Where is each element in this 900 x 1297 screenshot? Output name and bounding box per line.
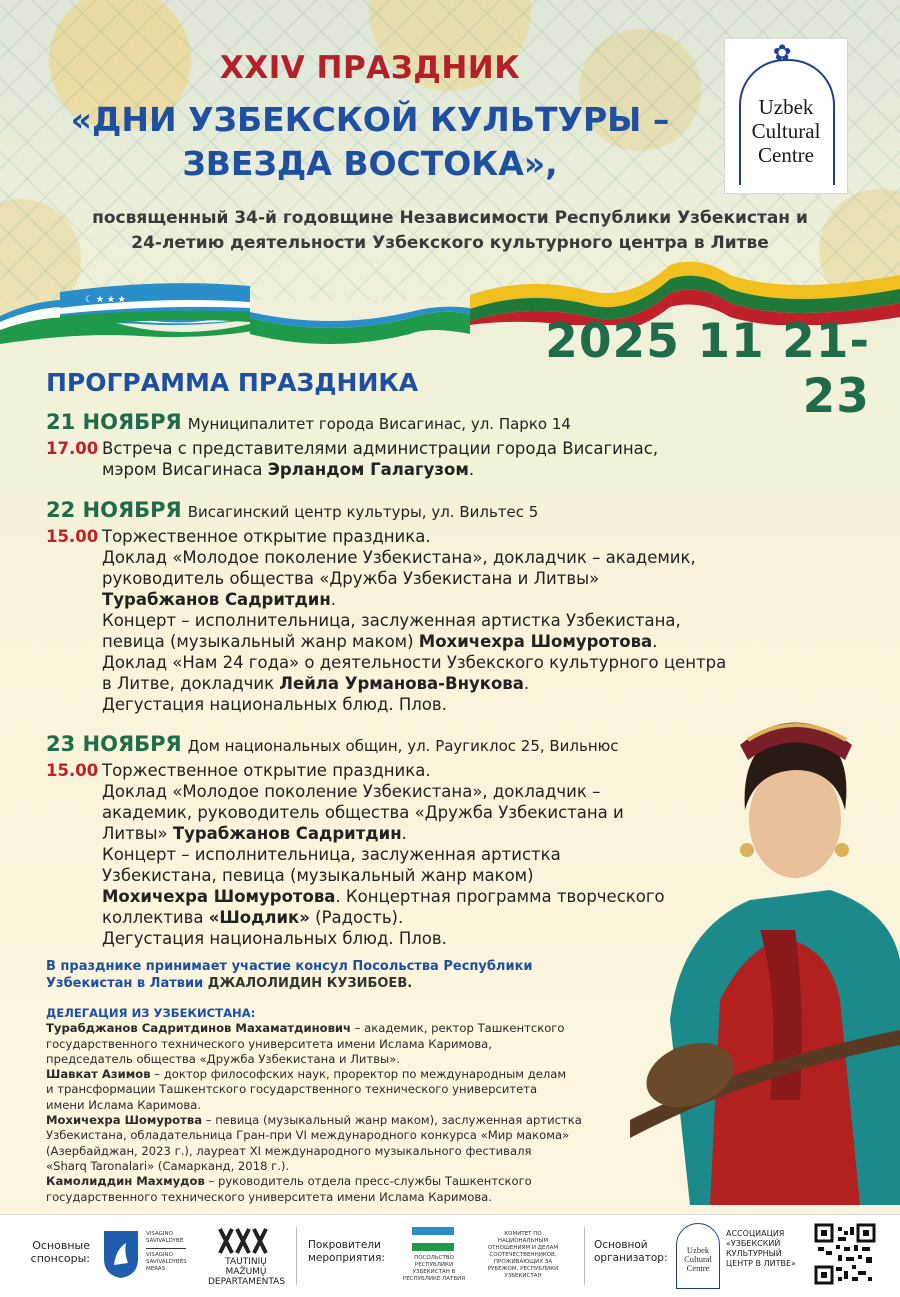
- ornament-x-icon: [218, 1227, 270, 1255]
- delegate-entry: [46, 1113, 646, 1128]
- delegate-text: государственного технического университета имени Ислама Каримова,: [46, 1036, 492, 1051]
- delegate-entry: [46, 1067, 646, 1082]
- delegate-text: – руководитель отдела пресс-службы Ташкентского: [204, 1174, 532, 1189]
- program-text: Торжественное открытие праздника.: [102, 527, 431, 546]
- person-name: Мохичехра Шомуротова: [418, 632, 653, 651]
- delegate-entry: [46, 1174, 646, 1189]
- person-name: Турабжанов Садритдин: [172, 824, 402, 843]
- program-text: Встреча с представителями администрации города Висагинас,: [102, 439, 659, 458]
- program-line: [46, 907, 726, 928]
- delegation-title: ДЕЛЕГАЦИЯ ИЗ УЗБЕКИСТАНА:: [46, 1006, 256, 1020]
- organizer-label-line2: организатор:: [594, 1252, 668, 1264]
- program-line: Узбекистана, певица (музыкальный жанр маком): [102, 866, 534, 885]
- organizer-logo: [676, 1223, 720, 1289]
- program-line: [46, 526, 826, 547]
- patrons-label-line1: Покровители: [308, 1239, 381, 1251]
- day-21-november: [46, 410, 746, 480]
- program-line: Дегустация национальных блюд. Плов.: [102, 929, 447, 948]
- delegate-entry: [46, 1021, 646, 1036]
- event-time: 17.00: [46, 439, 99, 458]
- consul-notice: [46, 958, 666, 992]
- visaginas-text: SAVIVALDYBĖ: [146, 1238, 184, 1244]
- association-text: КУЛЬТУРНЫЙ: [726, 1249, 782, 1258]
- program-text: в Литве, докладчик: [102, 674, 280, 693]
- delegate-text: – академик, ректор Ташкентского: [351, 1021, 565, 1036]
- visaginas-text: SAVIVALDYBĖS: [146, 1259, 187, 1265]
- person-name: Эрландом Галагузом: [267, 460, 469, 479]
- uzbek-cultural-centre-logo: [724, 38, 848, 194]
- svg-text:☾ ★ ★ ★: ☾ ★ ★ ★: [85, 295, 126, 305]
- person-name: Лейла Урманова-Внукова: [279, 674, 524, 693]
- delegate-text: и трансформации Ташкентского государственного технического университета: [46, 1082, 538, 1097]
- day-date: 23 НОЯБРЯ: [46, 732, 182, 756]
- delegate-text: имени Ислама Каримова.: [46, 1097, 202, 1112]
- program-line: [46, 459, 746, 480]
- program-text: мэром Висагинаса: [102, 460, 268, 479]
- program-line: [46, 438, 746, 459]
- tmd-text: TAUTINIŲ MAŽUMŲ: [225, 1257, 267, 1277]
- uzbekistan-flag-icon: [412, 1227, 454, 1251]
- delegation-list: [46, 1006, 646, 1205]
- visaginas-coat-of-arms-icon: [102, 1229, 140, 1279]
- embassy-text: ПОСОЛЬСТВО РЕСПУБЛИКИ УЗБЕКИСТАН В РЕСПУБЛИКЕ ЛАТВИЯ: [402, 1255, 466, 1282]
- program-text: .: [401, 824, 407, 843]
- program-text: .: [330, 590, 336, 609]
- program-line: Доклад «Нам 24 года» о деятельности Узбекского культурного центра: [102, 653, 727, 672]
- consul-name: ДЖАЛОЛИДИН КУЗИБОЕВ.: [207, 976, 413, 991]
- program-line: [46, 823, 726, 844]
- patrons-label-line2: мероприятия:: [308, 1252, 385, 1264]
- program-title: ПРОГРАММА ПРАЗДНИКА: [46, 368, 419, 397]
- delegate-text: – доктор философских наук, проректор по международным делам: [150, 1067, 567, 1082]
- festival-title: [0, 98, 740, 186]
- delegate-name: Турабджанов Садритдинов Махаматдинович: [46, 1021, 351, 1036]
- association-text: ЦЕНТР В ЛИТВЕ»: [726, 1259, 796, 1268]
- organizer-label-line1: Основной: [594, 1239, 648, 1251]
- divider: [146, 1248, 186, 1249]
- program-line: [46, 760, 726, 781]
- festival-title-line2: ЗВЕЗДА ВОСТОКА»,: [182, 144, 558, 183]
- event-time: 15.00: [46, 761, 99, 780]
- day-header: [46, 410, 746, 434]
- uzbekistan-flag-ribbon: [0, 278, 470, 348]
- mini-logo-text: Centre: [686, 1263, 710, 1273]
- delegate-text: (Азербайджан, 2023 г.), лауреат XI международного музыкального фестиваля: [46, 1143, 532, 1158]
- program-line: академик, руководитель общества «Дружба Узбекистана и: [102, 803, 624, 822]
- delegate-name: Камолиддин Махмудов: [46, 1174, 205, 1189]
- event-time: 15.00: [46, 527, 99, 546]
- association-name: [726, 1229, 796, 1269]
- logo-text-line3: Centre: [758, 143, 814, 167]
- day-date: 21 НОЯБРЯ: [46, 410, 182, 434]
- program-line: Дегустация национальных блюд. Плов.: [102, 695, 447, 714]
- day-23-november: [46, 732, 726, 949]
- flower-icon: ✿: [773, 41, 792, 66]
- program-text: .: [652, 632, 658, 651]
- program-line: [46, 673, 826, 694]
- day-place: Дом национальных общин, ул. Раугиклос 25, Вильнюс: [187, 737, 619, 755]
- mini-logo-text: Uzbek: [686, 1245, 710, 1255]
- sponsors-label: [30, 1239, 90, 1265]
- program-text: Литвы»: [102, 824, 173, 843]
- day-date: 22 НОЯБРЯ: [46, 498, 182, 522]
- delegate-text: государственного технического университета имени Ислама Каримова.: [46, 1189, 492, 1204]
- person-name: Мохичехра Шомуротова: [102, 887, 336, 906]
- day-22-november: [46, 498, 826, 715]
- program-text: (Радость).: [309, 908, 404, 927]
- program-line: [46, 631, 826, 652]
- delegate-text: Узбекистана, обладательница Гран-при VI международного конкурса «Мир макома»: [46, 1128, 570, 1143]
- national-minorities-department: [208, 1257, 284, 1287]
- subtitle: [0, 206, 900, 256]
- tmd-text: DEPARTAMENTAS: [208, 1277, 286, 1287]
- program-line: [46, 589, 826, 610]
- program-line: Доклад «Молодое поколение Узбекистана», докладчик –: [102, 782, 601, 801]
- program-line: Доклад «Молодое поколение Узбекистана», докладчик – академик,: [102, 548, 696, 567]
- program-text: .: [523, 674, 530, 693]
- organizer-label: [594, 1239, 668, 1265]
- consul-notice-line2: [46, 975, 666, 992]
- event-dates: 2025 11 21-23: [545, 314, 870, 424]
- program-line: [46, 886, 726, 907]
- divider: [584, 1227, 585, 1285]
- program-line: руководитель общества «Дружба Узбекистана и Литвы»: [102, 569, 600, 588]
- person-name: Турабжанов Садритдин: [102, 590, 331, 609]
- delegate-name: Шавкат Азимов: [46, 1067, 151, 1082]
- program-text: .: [468, 460, 475, 479]
- logo-text-line1: Uzbek: [758, 95, 814, 119]
- visaginas-text: VISAGINO: [146, 1231, 173, 1237]
- consul-text: Узбекистан в Латвии: [46, 976, 208, 991]
- committee-text: КОМИТЕТ ПО НАЦИОНАЛЬНЫМ ОТНОШЕНИЯМ И ДЕЛАМ СООТЕЧЕСТВЕННИКОВ, ПРОЖИВАЮЩИХ ЗА РУБЕЖОМ, РЕСПУБЛИКИ УЗБЕКИСТАН: [487, 1231, 559, 1279]
- program-text: певица (музыкальный жанр маком): [102, 632, 419, 651]
- program-line: Концерт – исполнительница, заслуженная артистка Узбекистана,: [102, 611, 681, 630]
- sponsors-label-line1: Основные: [32, 1239, 90, 1252]
- delegate-text: председатель общества «Дружба Узбекистана и Литвы».: [46, 1051, 400, 1066]
- sponsors-footer: [0, 1214, 900, 1297]
- subtitle-line1: посвященный 34-й годовщине Независимости Республики Узбекистан и: [92, 208, 808, 228]
- logo-text-line2: Cultural: [751, 119, 821, 143]
- delegate-text: – певица (музыкальный жанр маком), заслуженная артистка: [202, 1113, 582, 1128]
- program-line: Концерт – исполнительница, заслуженная артистка: [102, 845, 561, 864]
- logo-text: [725, 95, 847, 167]
- day-header: [46, 732, 726, 756]
- program-text: коллектива: [102, 908, 209, 927]
- association-text: «УЗБЕКСКИЙ: [726, 1239, 781, 1248]
- day-place: Муниципалитет города Висагинас, ул. Парко 14: [187, 415, 571, 433]
- subtitle-line2: 24-летию деятельности Узбекского культурного центра в Литве: [131, 233, 769, 253]
- patrons-label: [308, 1239, 385, 1265]
- association-text: АССОЦИАЦИЯ: [726, 1229, 785, 1238]
- program-text: . Концертная программа творческого: [335, 887, 665, 906]
- delegate-text: «Sharq Taronalari» (Самарканд, 2018 г.).: [46, 1158, 290, 1173]
- visaginas-text: MERAS: [146, 1266, 166, 1272]
- program-text: Торжественное открытие праздника.: [102, 761, 431, 780]
- festival-number-heading: XXIV ПРАЗДНИК: [219, 50, 521, 86]
- visaginas-municipality-text: [146, 1231, 206, 1273]
- mini-logo-text: Cultural: [684, 1254, 712, 1264]
- delegate-name: Мохичехра Шомуротва: [46, 1113, 203, 1128]
- divider: [296, 1227, 297, 1285]
- visaginas-text: VISAGINO: [146, 1252, 173, 1258]
- festival-title-line1: «ДНИ УЗБЕКСКОЙ КУЛЬТУРЫ –: [70, 100, 670, 139]
- sponsors-label-line2: спонсоры:: [30, 1252, 90, 1265]
- ensemble-name: «Шодлик»: [208, 908, 310, 927]
- day-place: Висагинский центр культуры, ул. Вильтес 5: [187, 503, 539, 521]
- consul-notice-line1: В празднике принимает участие консул Посольства Республики: [46, 959, 533, 974]
- day-header: [46, 498, 826, 522]
- qr-code-icon[interactable]: [814, 1223, 876, 1285]
- performer-photo: [630, 700, 900, 1205]
